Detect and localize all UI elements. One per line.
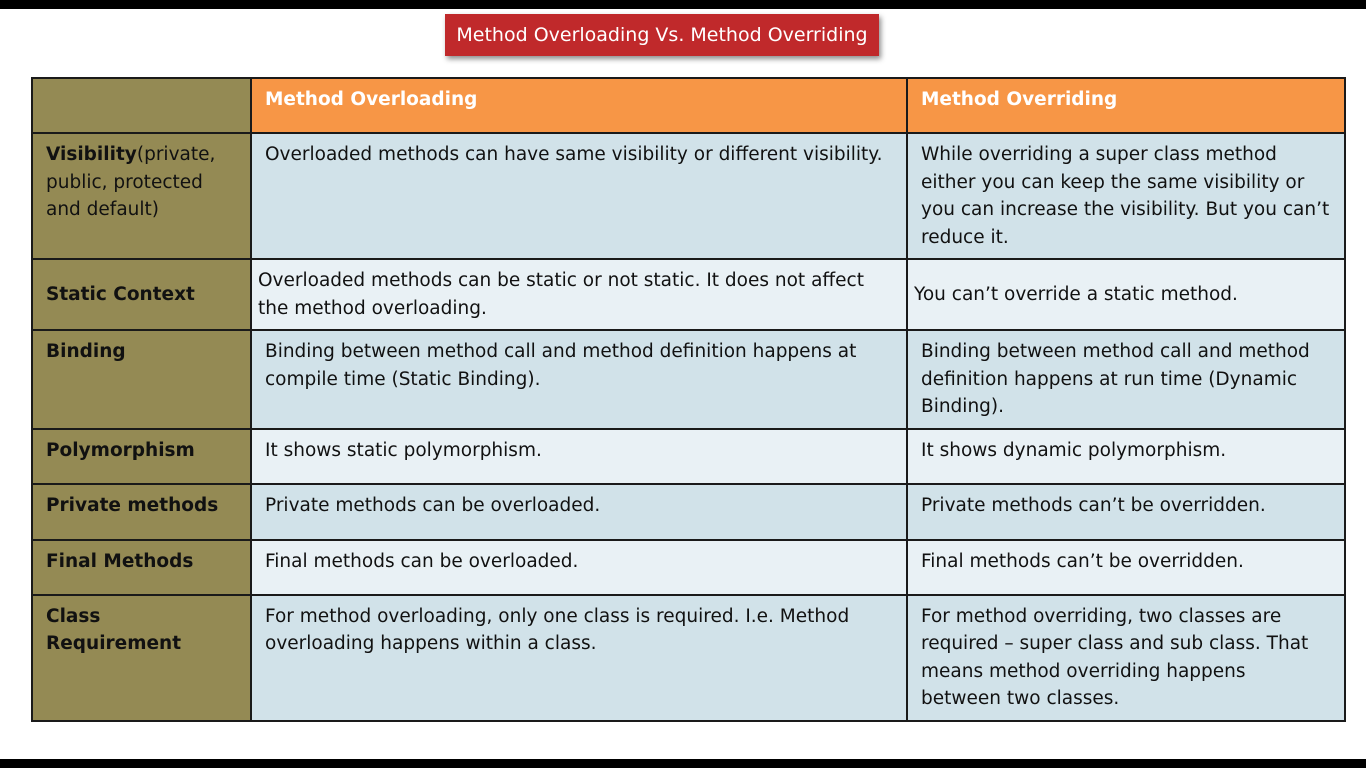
overloading-cell-polymorphism: It shows static polymorphism. (251, 429, 907, 484)
row-label-binding: Binding (32, 330, 251, 429)
overriding-cell-binding: Binding between method call and method definition happens at run time (Dynamic Binding). (907, 330, 1345, 429)
header-method-overriding: Method Overriding (907, 78, 1345, 133)
overloading-cell-private-methods: Private methods can be overloaded. (251, 484, 907, 540)
overloading-cell-binding: Binding between method call and method definition happens at compile time (Static Binding). (251, 330, 907, 429)
overriding-cell-static-context: You can’t override a static method. (907, 259, 1345, 330)
row-label-private-methods: Private methods (32, 484, 251, 540)
row-label-visibility (32, 133, 251, 259)
row-label-class-requirement: Class Requirement (32, 595, 251, 721)
table-row-class-requirement (32, 595, 1345, 721)
overloading-cell-visibility: Overloaded methods can have same visibility or different visibility. (251, 133, 907, 259)
table-row-private-methods (32, 484, 1345, 540)
overriding-cell-visibility: While overriding a super class method either you can keep the same visibility or you can increase the visibility. But you can’t reduce it. (907, 133, 1345, 259)
row-label-text: Visibility (46, 144, 137, 165)
top-letterbox-bar (0, 0, 1366, 9)
table-row-polymorphism (32, 429, 1345, 484)
overriding-cell-class-requirement: For method overriding, two classes are required – super class and sub class. That means method overriding happens between two classes. (907, 595, 1345, 721)
row-label-static-context: Static Context (32, 259, 251, 330)
overloading-cell-final-methods: Final methods can be overloaded. (251, 540, 907, 595)
overloading-cell-static-context: Overloaded methods can be static or not static. It does not affect the method overloading. (251, 259, 907, 330)
row-label-note: (private, public, protected and default) (46, 144, 216, 220)
overriding-cell-polymorphism: It shows dynamic polymorphism. (907, 429, 1345, 484)
table-header-row (32, 78, 1345, 133)
table-row-binding (32, 330, 1345, 429)
overriding-cell-final-methods: Final methods can’t be overridden. (907, 540, 1345, 595)
slide-title: Method Overloading Vs. Method Overriding (445, 14, 879, 56)
row-label-polymorphism: Polymorphism (32, 429, 251, 484)
bottom-letterbox-bar (0, 759, 1366, 768)
overloading-cell-class-requirement: For method overloading, only one class is required. I.e. Method overloading happens within a class. (251, 595, 907, 721)
table-row-visibility (32, 133, 1345, 259)
table-row-static-context (32, 259, 1345, 330)
header-method-overloading: Method Overloading (251, 78, 907, 133)
header-corner-cell (32, 78, 251, 133)
row-label-final-methods: Final Methods (32, 540, 251, 595)
overriding-cell-private-methods: Private methods can’t be overridden. (907, 484, 1345, 540)
table-row-final-methods (32, 540, 1345, 595)
comparison-table (31, 77, 1346, 722)
